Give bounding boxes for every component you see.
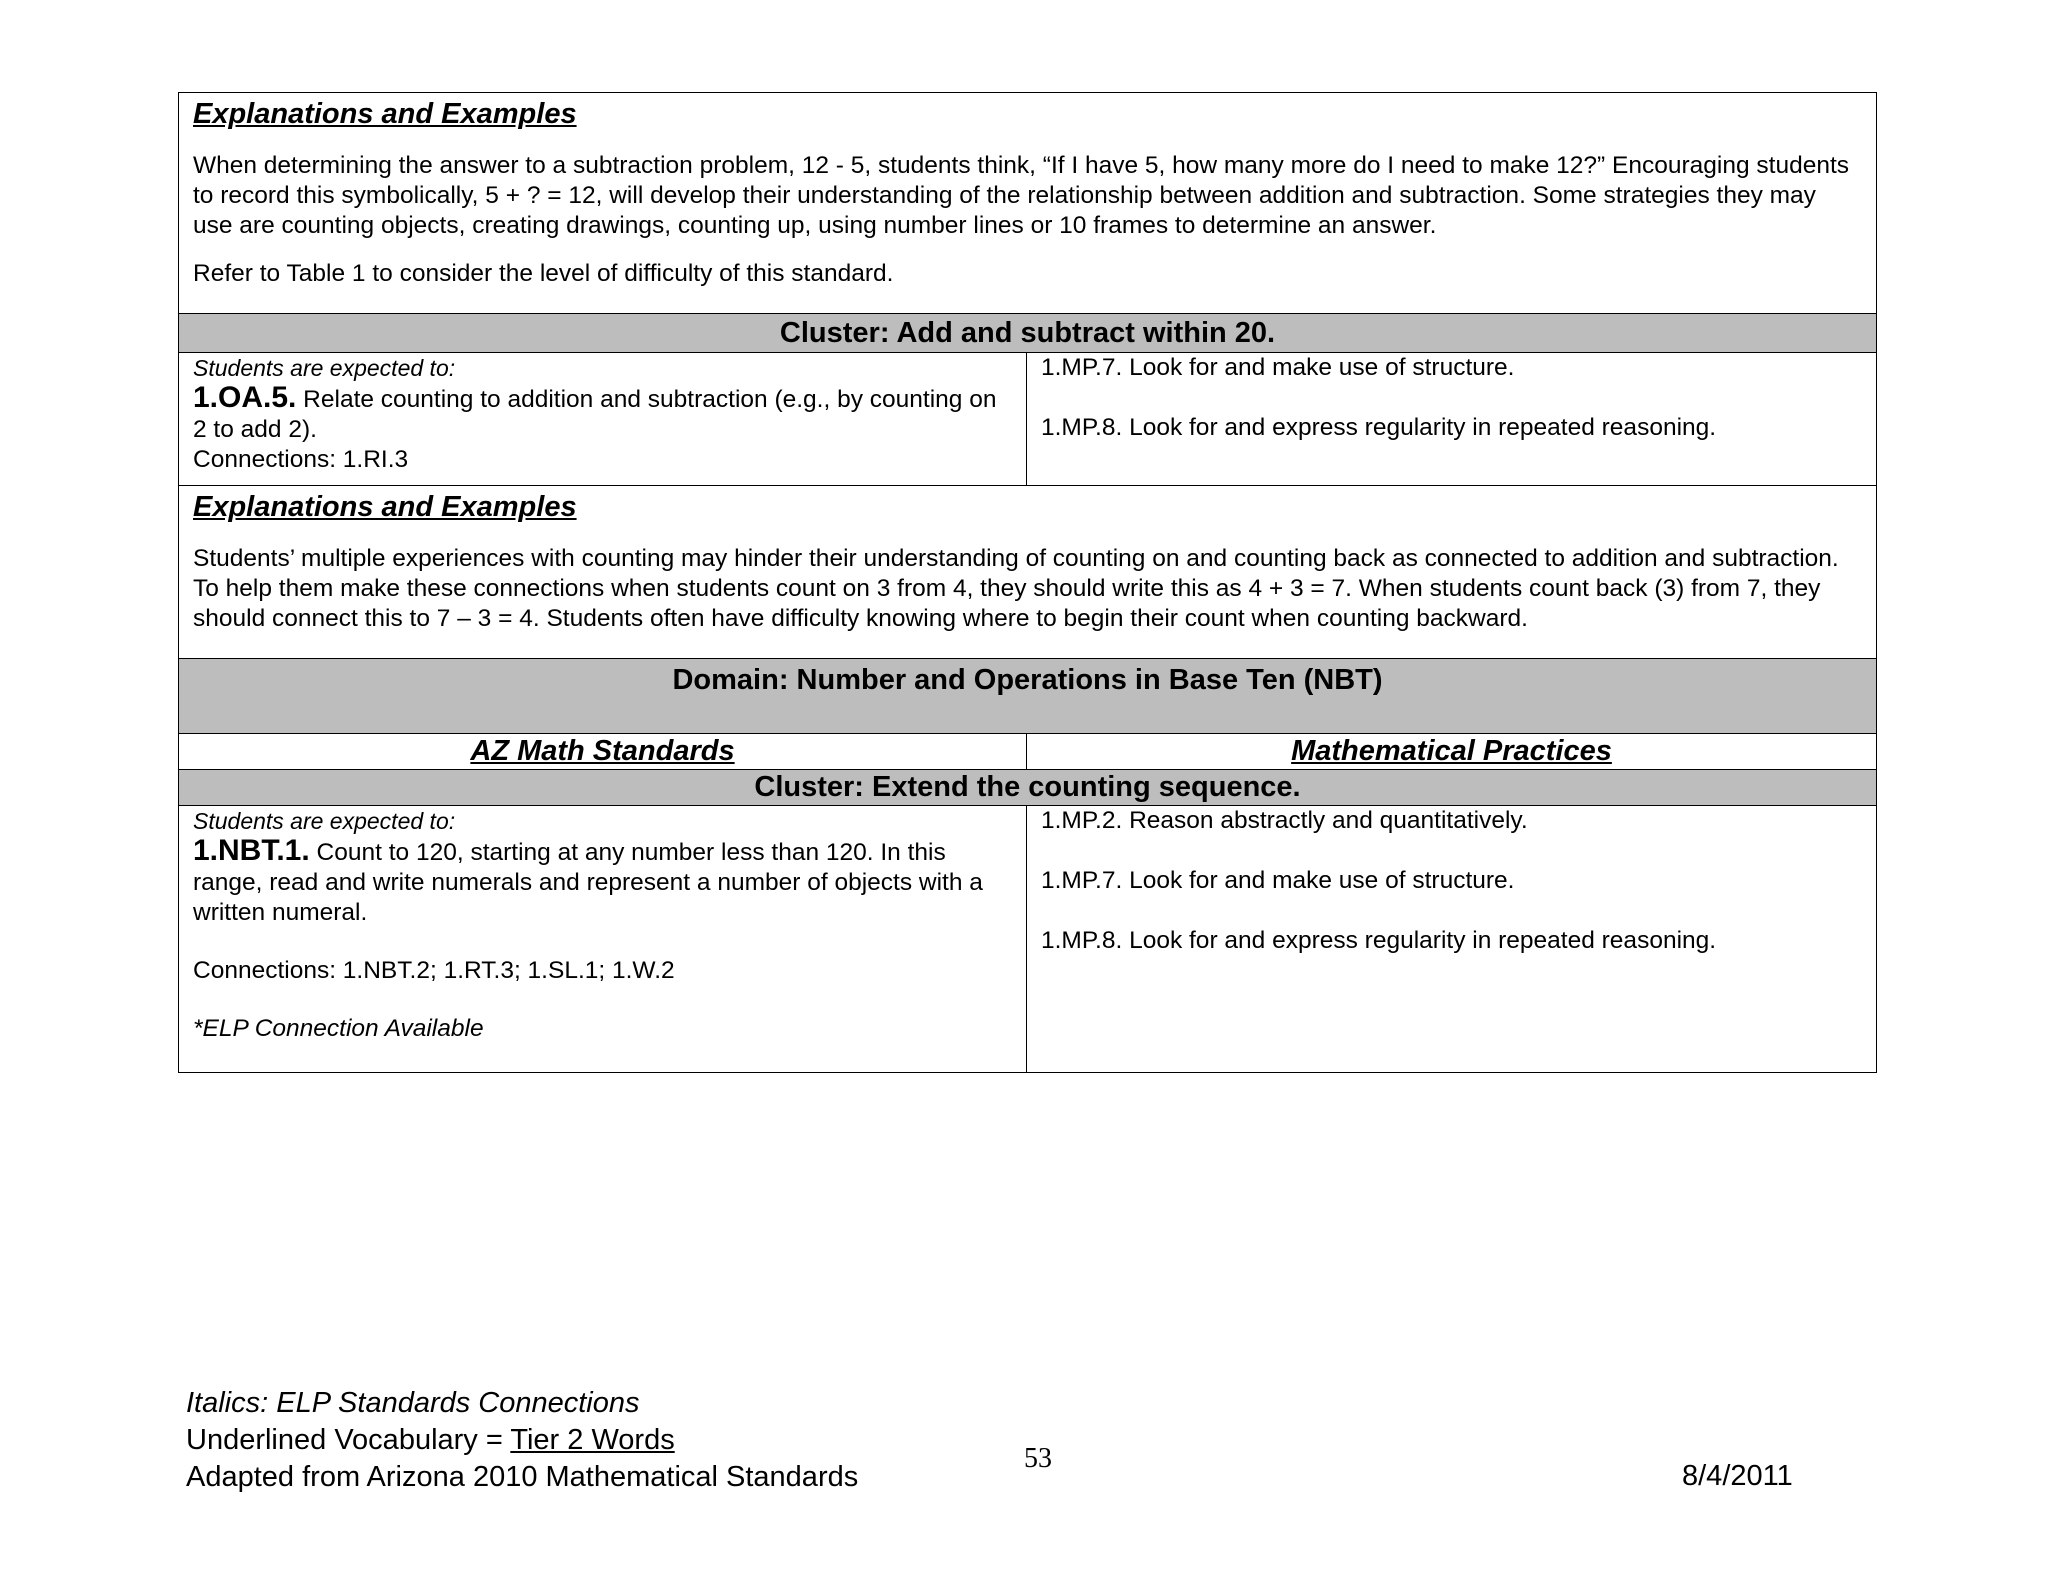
- practices-cell: [1027, 806, 1877, 1073]
- explanations-heading: Explanations and Examples: [193, 491, 577, 523]
- cluster-title: Cluster: Extend the counting sequence.: [179, 770, 1877, 806]
- standard-cell: [179, 806, 1027, 1073]
- footer-tier2-words: Tier 2 Words: [510, 1424, 675, 1456]
- page-number: 53: [1024, 1443, 1052, 1474]
- explanations-row-1: [179, 93, 1877, 314]
- practice-item: 1.MP.2. Reason abstractly and quantitatively.: [1041, 807, 1528, 834]
- standard-code: 1.NBT.1.: [193, 834, 310, 867]
- domain-row: [179, 659, 1877, 734]
- practice-item: 1.MP.8. Look for and express regularity in repeated reasoning.: [1041, 414, 1717, 441]
- practice-item: 1.MP.7. Look for and make use of structure.: [1041, 354, 1515, 381]
- explanations-cell-2: [179, 486, 1877, 659]
- explanation-paragraph: Refer to Table 1 to consider the level of difficulty of this standard.: [193, 260, 894, 287]
- explanation-paragraph: Students’ multiple experiences with counting may hinder their understanding of counting on and counting back as connected to addition and subtraction. To help them make these connections when students count on 3 from 4, they should write this as 4 + 3 = 7. When students count back (3) from 7, they should connect this to 7 – 3 = 4. Students often have difficulty knowing where to begin their count when counting backward.: [193, 545, 1839, 632]
- practice-item: 1.MP.8. Look for and express regularity in repeated reasoning.: [1041, 927, 1717, 954]
- cluster-row-1: [179, 314, 1877, 353]
- cluster-title: Cluster: Add and subtract within 20.: [179, 314, 1877, 353]
- footer-vocabulary-note: [186, 1422, 858, 1459]
- standard-code: 1.OA.5.: [193, 381, 297, 414]
- explanation-paragraph: When determining the answer to a subtraction problem, 12 - 5, students think, “If I have 5, how many more do I need to make 12?” Encouraging students to record this symbolically, 5 + ? = 12, will develop their understanding of the relationship between addition and subtraction. Some strategies they may use are counting objects, creating drawings, counting up, using number lines or 10 frames to determine an answer.: [193, 152, 1850, 239]
- practices-cell: [1027, 353, 1877, 486]
- explanations-row-2: [179, 486, 1877, 659]
- expected-label: Students are expected to:: [193, 355, 456, 381]
- elp-connection-note: *ELP Connection Available: [193, 1015, 484, 1042]
- explanations-cell-1: [179, 93, 1877, 314]
- explanations-heading: Explanations and Examples: [193, 98, 577, 130]
- footer-notes: [186, 1385, 858, 1496]
- domain-title: Domain: Number and Operations in Base Ten (NBT): [179, 659, 1877, 734]
- cluster-row-2: [179, 770, 1877, 806]
- standard-row-2: [179, 806, 1877, 1073]
- footer-date: 8/4/2011: [1682, 1460, 1793, 1492]
- footer-vocabulary-label: Underlined Vocabulary =: [186, 1424, 511, 1456]
- standard-text: Relate counting to addition and subtraction (e.g., by counting on 2 to add 2).: [193, 386, 997, 443]
- standards-table: [178, 92, 1877, 1073]
- standard-text-block: [193, 383, 1012, 445]
- footer-source-note: Adapted from Arizona 2010 Mathematical Standards: [186, 1461, 859, 1493]
- standard-text-block: [193, 836, 1012, 928]
- footer-italics-note: Italics: ELP Standards Connections: [186, 1387, 640, 1419]
- column-header-practices: Mathematical Practices: [1027, 734, 1877, 770]
- practice-item: 1.MP.7. Look for and make use of structure.: [1041, 867, 1515, 894]
- connections-text: Connections: 1.NBT.2; 1.RT.3; 1.SL.1; 1.W.2: [193, 957, 675, 984]
- standard-text: Count to 120, starting at any number less than 120. In this range, read and write numerals and represent a number of objects with a written numeral.: [193, 839, 983, 926]
- column-header-row: [179, 734, 1877, 770]
- standard-row-1: [179, 353, 1877, 486]
- connections-text: Connections: 1.RI.3: [193, 446, 409, 473]
- column-header-standards: AZ Math Standards: [179, 734, 1027, 770]
- standard-cell: [179, 353, 1027, 486]
- expected-label: Students are expected to:: [193, 808, 456, 834]
